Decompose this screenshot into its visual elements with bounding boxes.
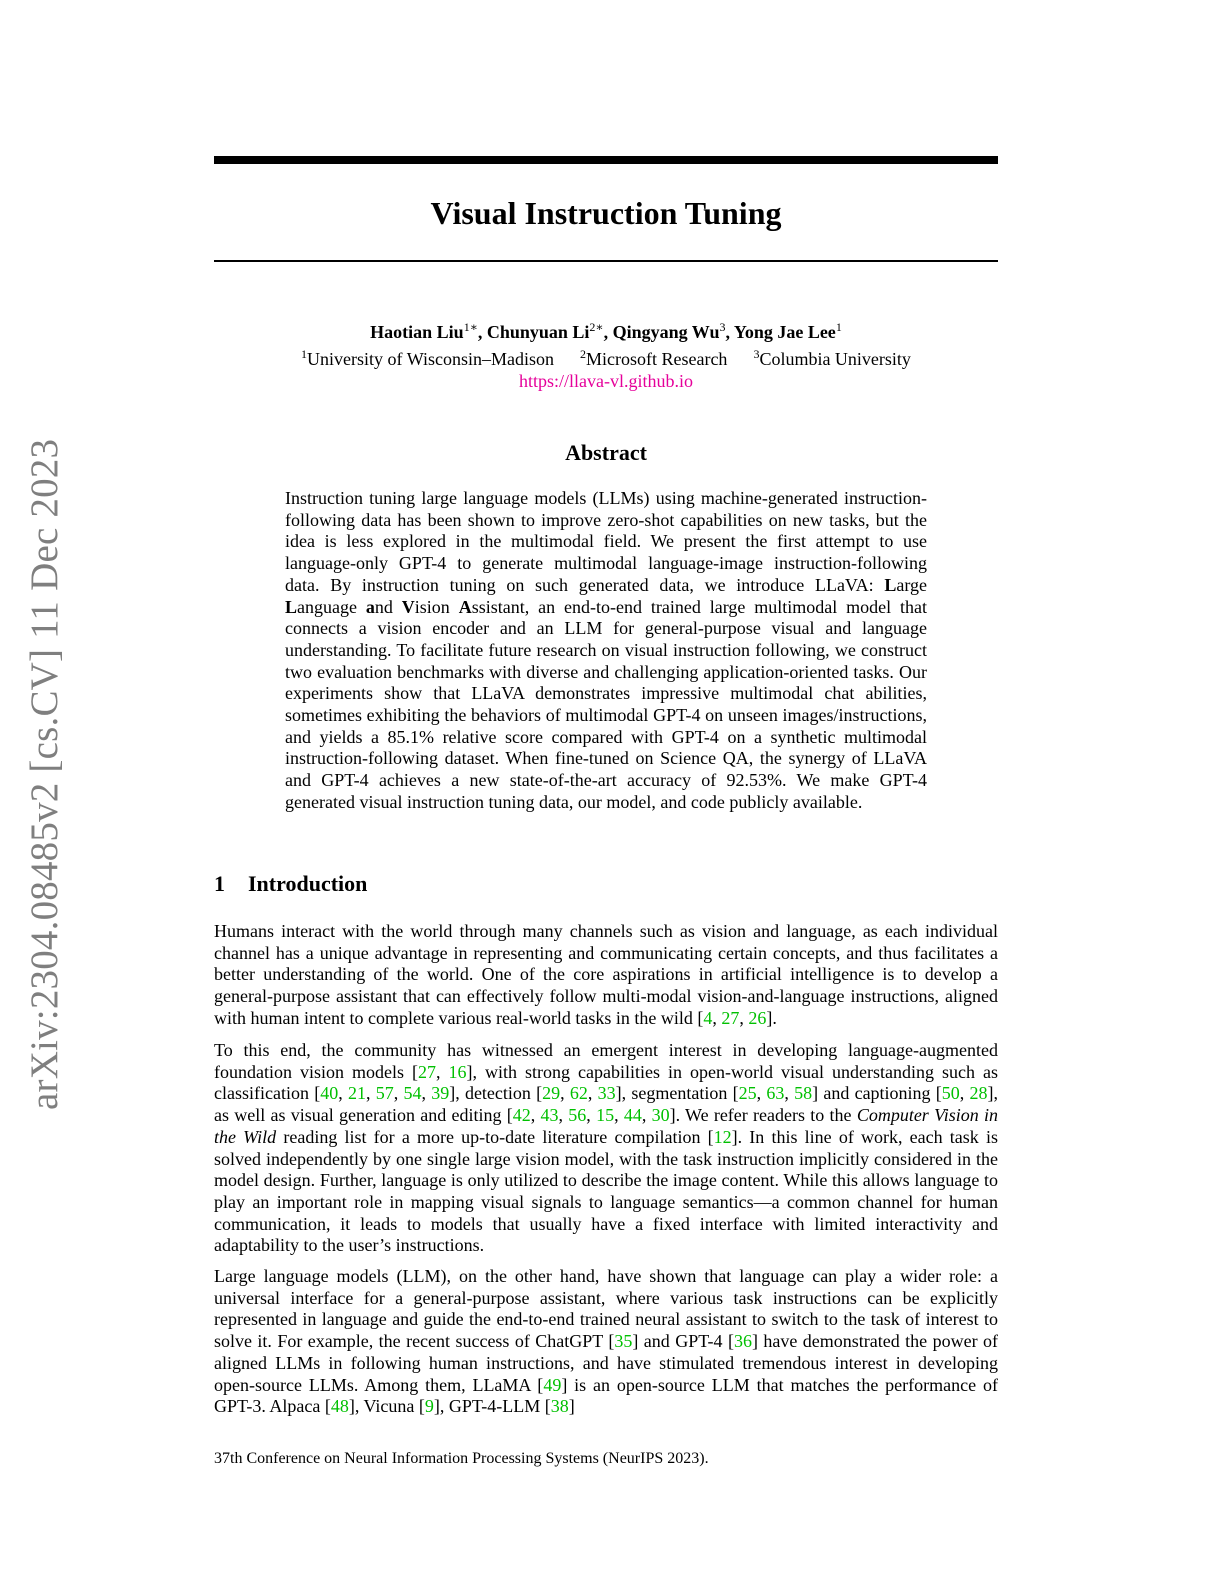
paragraph-text: , xyxy=(756,1083,767,1104)
citation-link[interactable]: 29 xyxy=(542,1083,561,1104)
arxiv-identifier: arXiv:2304.08485v2 [cs.CV] 11 Dec 2023 xyxy=(23,438,66,1110)
paper-title: Visual Instruction Tuning xyxy=(430,195,782,231)
citation-link[interactable]: 30 xyxy=(651,1105,670,1126)
paragraph-text: , xyxy=(586,1105,597,1126)
paragraph-text: , xyxy=(712,1007,722,1028)
citation-link[interactable]: 21 xyxy=(347,1083,366,1104)
paragraph-text: ] have demonstrated the power of aligned LLMs in following human instructions, and have stimulated tremendous interest in developing open-source LLMs. Among them, LLaMA [ xyxy=(214,1331,998,1395)
affiliation-name: Columbia University xyxy=(759,349,911,369)
citation-link[interactable]: 56 xyxy=(568,1105,587,1126)
citation-link[interactable]: 50 xyxy=(941,1083,960,1104)
acronym-letter: A xyxy=(458,596,472,617)
abstract-text-start: Instruction tuning large language models (LLMs) using machine-generated instruction-following data has been shown to improve zero-shot capabilities on new tasks, but the idea is less explored in the multimodal field. We present the first attempt to use language-only GPT-4 to generate multimodal language-image instruction-following data. By instruction tuning on such generated data, we introduce LLaVA: xyxy=(285,488,927,595)
paragraph-text: , xyxy=(784,1083,795,1104)
citation-link[interactable]: 38 xyxy=(550,1396,569,1417)
paragraph-text: reading list for a more up-to-date literature compilation [ xyxy=(276,1126,714,1147)
abstract-text-end: , an end-to-end trained large multimodal model that connects a vision encoder and an LLM for general-purpose visual and language understanding. To facilitate future research on visual instruction following, we construct two evaluation benchmarks with diverse and challenging application-oriented tasks. Our experiments show that LLaVA demonstrates impressive multimodal chat abilities, sometimes exhibiting the behaviors of multimodal GPT-4 on unseen images/instructions, and yields a 85.1% relative score compared with GPT-4 on a synthetic multimodal instruction-following dataset. When fine-tuned on Science QA, the synergy of LLaVA and GPT-4 achieves a new state-of-the-art accuracy of 92.53%. We make GPT-4 generated visual instruction tuning data, our model, and code publicly available. xyxy=(285,596,928,812)
title-rule-top xyxy=(214,156,998,164)
paragraph-text: ], with strong capabilities in open-world visual understanding such as classification [ xyxy=(214,1061,999,1104)
citation-link[interactable]: 4 xyxy=(703,1007,713,1028)
paragraph-text: To this end, the community has witnessed an emergent interest in developing language-augmented foundation vision models [ xyxy=(214,1040,998,1082)
author-mark: 3 xyxy=(719,320,726,334)
affiliation-mark: 3 xyxy=(753,347,760,361)
citation-link[interactable]: 62 xyxy=(569,1083,588,1104)
citation-link[interactable]: 26 xyxy=(748,1007,767,1028)
italic-text: Computer Vision in the Wild xyxy=(214,1105,999,1147)
paragraph-text: , xyxy=(393,1083,404,1104)
paragraph-text: , xyxy=(421,1083,432,1104)
acronym-word: ision xyxy=(414,596,459,617)
citation-link[interactable]: 15 xyxy=(596,1105,615,1126)
citation-link[interactable]: 57 xyxy=(375,1083,394,1104)
paragraph-text: ] is an open-source LLM that matches the performance of GPT-3. Alpaca [ xyxy=(214,1374,998,1417)
conference-footnote: 37th Conference on Neural Information Processing Systems (NeurIPS 2023). xyxy=(214,1450,709,1467)
citation-link[interactable]: 27 xyxy=(418,1061,437,1082)
paragraph-text: ]. In this line of work, each task is solved independently by one single large vision model, with the task instruction implicitly considered in the model design. Further, language is only utilized to describe the image content. While this allows language to play an important role in mapping visual signals to language semantics—a common channel for human communication, it leads to models that usually have a fixed interface with limited interactivity and adaptability to the user’s instructions. xyxy=(214,1126,998,1256)
paragraph-text: ], segmentation [ xyxy=(615,1083,739,1104)
author-mark: 2∗ xyxy=(589,320,604,334)
citation-link[interactable]: 42 xyxy=(512,1105,531,1126)
paragraph-text: , xyxy=(436,1061,449,1082)
acronym-word: arge xyxy=(896,574,927,595)
citation-link[interactable]: 58 xyxy=(794,1083,813,1104)
citation-link[interactable]: 54 xyxy=(403,1083,422,1104)
acronym-letter: L xyxy=(884,574,897,595)
title-rule-bottom xyxy=(214,260,998,262)
affiliation-mark: 1 xyxy=(301,347,308,361)
paragraph-text: ]. We refer readers to the xyxy=(669,1105,857,1126)
citation-link[interactable]: 16 xyxy=(448,1061,467,1082)
paragraph-text: , xyxy=(739,1007,749,1028)
acronym-word: ssistant xyxy=(471,596,525,617)
abstract-heading: Abstract xyxy=(565,440,647,465)
paragraph-text: , xyxy=(959,1083,970,1104)
intro-paragraph-1 xyxy=(214,921,998,1030)
author-name: Yong Jae Lee xyxy=(733,322,836,342)
author-name: Haotian Liu xyxy=(370,322,464,342)
affiliation-mark: 2 xyxy=(579,347,586,361)
citation-link[interactable]: 63 xyxy=(766,1083,785,1104)
citation-link[interactable]: 28 xyxy=(969,1083,988,1104)
paragraph-text: , xyxy=(530,1105,541,1126)
abstract-text xyxy=(285,488,927,814)
citation-link[interactable]: 36 xyxy=(733,1331,752,1352)
acronym-word: anguage xyxy=(297,596,366,617)
citation-link[interactable]: 35 xyxy=(614,1331,633,1352)
citation-link[interactable]: 49 xyxy=(543,1374,562,1395)
author-name: Chunyuan Li xyxy=(486,322,590,342)
section-heading xyxy=(214,871,367,897)
paragraph-text: , xyxy=(614,1105,624,1126)
author-mark: 1∗ xyxy=(463,320,478,334)
paragraph-text: , xyxy=(587,1083,598,1104)
citation-link[interactable]: 40 xyxy=(320,1083,339,1104)
citation-link[interactable]: 9 xyxy=(424,1396,434,1417)
affiliation-name: Microsoft Research xyxy=(585,349,728,369)
section-title: Introduction xyxy=(248,871,368,896)
project-url-link[interactable]: https://llava-vl.github.io xyxy=(519,371,693,391)
citation-link[interactable]: 43 xyxy=(540,1105,559,1126)
intro-paragraph-2 xyxy=(214,1040,998,1257)
paragraph-text: Humans interact with the world through many channels such as vision and language, as each individual channel has a unique advantage in representing and communicating certain concepts, and thus facilitates a better understanding of the world. One of the core aspirations in artificial intelligence is to develop a general-purpose assistant that can effectively follow multi-modal vision-and-language instructions, aligned with human intent to complete various real-world tasks in the wild [ xyxy=(214,921,998,1028)
acronym-word: nd xyxy=(374,596,402,617)
affiliation-list xyxy=(214,343,998,370)
acronym-letter: a xyxy=(365,596,375,617)
paragraph-text: , xyxy=(560,1083,570,1104)
citation-link[interactable]: 48 xyxy=(330,1396,349,1417)
paragraph-text: ]. xyxy=(766,1007,777,1028)
affiliation-name: University of Wisconsin–Madison xyxy=(307,349,554,369)
paragraph-text: ] and GPT-4 [ xyxy=(632,1331,734,1352)
author-name: Qingyang Wu xyxy=(612,322,720,342)
citation-link[interactable]: 44 xyxy=(623,1105,642,1126)
paragraph-text: ] and captioning [ xyxy=(812,1083,942,1104)
citation-link[interactable]: 25 xyxy=(738,1083,757,1104)
paragraph-text: , xyxy=(365,1083,376,1104)
citation-link[interactable]: 27 xyxy=(721,1007,740,1028)
author-block xyxy=(214,316,998,392)
paragraph-text: ], as well as visual generation and editing [ xyxy=(214,1083,999,1126)
citation-link[interactable]: 39 xyxy=(431,1083,450,1104)
paragraph-text: Large language models (LLM), on the other hand, have shown that language can play a wider role: a universal interface for a general-purpose assistant, where various task instructions can be explicitly represented in language and guide the end-to-end trained neural assistant to switch to the task of interest to solve it. For example, the recent success of ChatGPT [ xyxy=(214,1266,998,1352)
paragraph-text: , xyxy=(558,1105,569,1126)
acronym-letter: V xyxy=(401,596,415,617)
section-number: 1 xyxy=(214,871,225,896)
intro-paragraph-3 xyxy=(214,1266,998,1418)
author-mark: 1 xyxy=(835,320,842,334)
paragraph-text: , xyxy=(338,1083,348,1104)
paragraph-text: , xyxy=(641,1105,652,1126)
paragraph-text: ] xyxy=(568,1396,575,1417)
citation-link[interactable]: 33 xyxy=(597,1083,616,1104)
paragraph-text: ], detection [ xyxy=(449,1083,543,1104)
author-list: Haotian Liu$^{1∗}$, Chunyuan $Li^{2∗}$, Qingyang Wu$^3$, Yong Jae Lee$^1$ xyxy=(370,320,842,342)
paragraph-text: ], Vicuna [ xyxy=(348,1396,425,1417)
paragraph-text: ], GPT-4-LLM [ xyxy=(433,1396,551,1417)
citation-link[interactable]: 12 xyxy=(713,1126,732,1147)
acronym-letter: L xyxy=(285,596,298,617)
